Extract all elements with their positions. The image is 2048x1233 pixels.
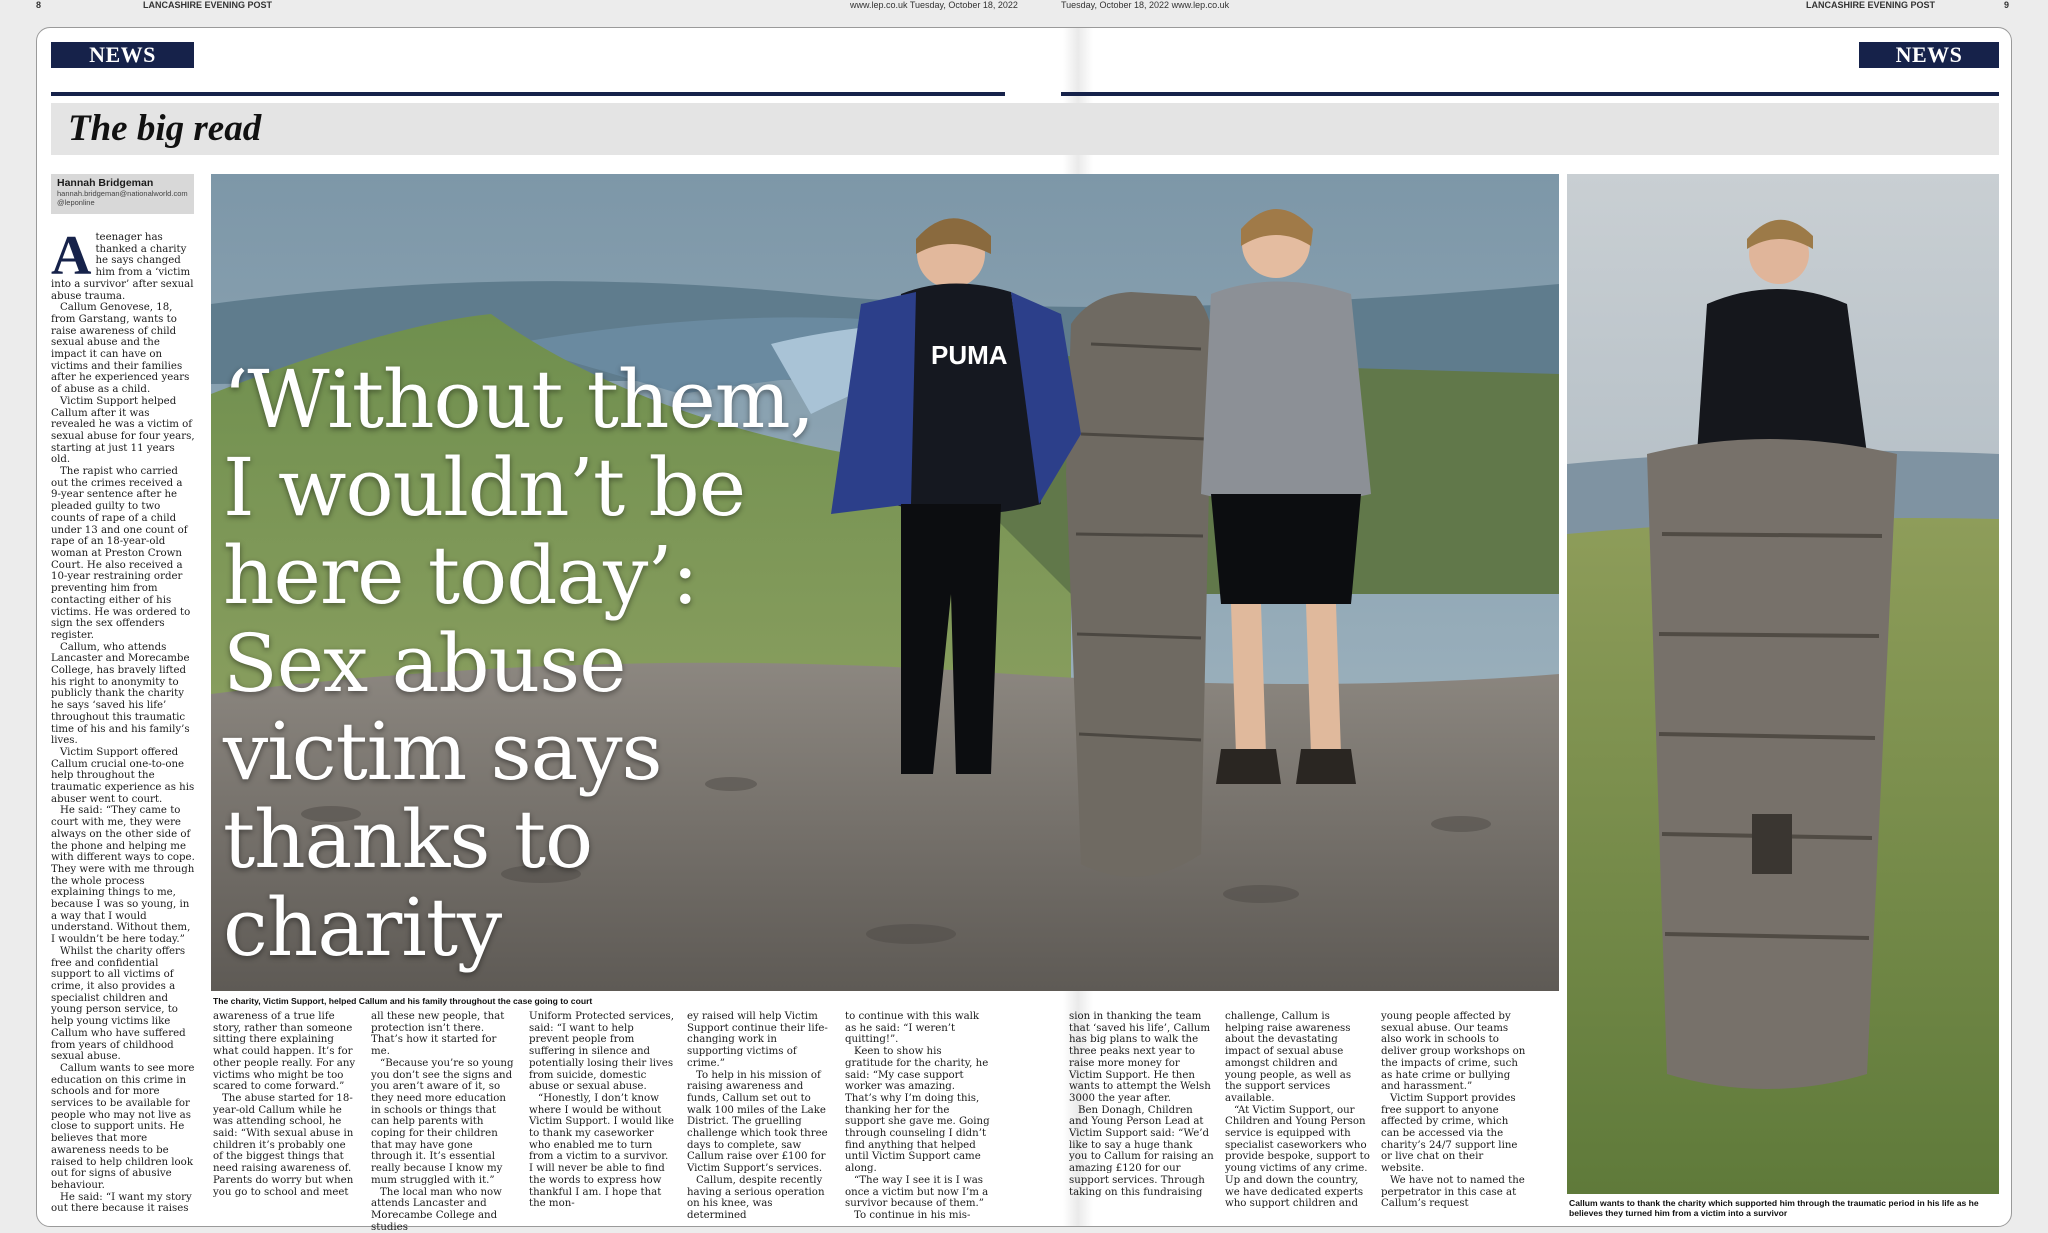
article-column-4 [529,1011,674,1221]
article-column-8 [1225,1011,1370,1221]
page-number-left: 8 [36,0,42,10]
side-caption: Callum wants to thank the charity which supported him through the traumatic period in his life as he believes they turned him from a victim into a survivor [1569,1198,1979,1218]
paragraph: “Honestly, I don’t know where I would be without Victim Support. I would like to thank my caseworker who enabled me to turn from a victim to a survivor. I will never be able to find the words to express how thankful I am. I hope that the mon- [529,1092,674,1210]
byline [51,174,194,214]
date-url-right: Tuesday, October 18, 2022 www.lep.co.uk [1061,0,1230,10]
headline: ‘Without them, I wouldn’t be here today’: Sex abuse victim says thanks to charity [223,353,815,974]
paragraph: sion in thanking the team that ‘saved his life’, Callum has big plans to walk the three peaks next year to raise more money for Victim Support. He then wants to attempt the Welsh 3000 the year after. [1069,1011,1211,1104]
paragraph: “Because you’re so young you don’t see the signs and you aren’t aware of it, so they need more education in schools or things that can help parents with coping for their children that may have gone through it. It’s essential really because I know my mum struggled with it.” [371,1057,514,1186]
news-badge-left: NEWS [51,42,194,68]
article-column-2 [213,1011,358,1221]
paragraph: He said: “I want my story out there because it raises [51,1191,192,1215]
shirt-logo-text: PUMA [931,340,1008,370]
paragraph: Victim Support offered Callum crucial one-to-one help throughout the traumatic experience as his abuser went to court. [51,746,195,805]
paragraph: challenge, Callum is helping raise awareness about the devastating impact of sexual abuse amongst children and young people, as well as the support services available. [1225,1011,1352,1104]
feature-band [51,103,1999,155]
paragraph: Callum wants to see more education on this crime in schools and for more services to be available for people who may not live as close to support units. He believes that more awareness needs to be raised to help children look out for signs of abusive behaviour. [51,1062,195,1191]
paragraph: To continue in his mis- [854,1209,971,1221]
masthead-left: LANCASHIRE EVENING POST [143,0,273,10]
paragraph: ey raised will help Victim Support continue their life-changing work in supporting victims of crime.” [687,1011,828,1069]
article-column-7 [1069,1011,1214,1221]
paragraph: “At Victim Support, our Children and Young Person service is equipped with specialist caseworkers who provide bespoke, support to young victims of any crime. Up and down the country, we have dedicated experts who support children and [1225,1104,1370,1210]
byline-name: Hannah Bridgeman [57,177,154,189]
feature-band-title: The big read [68,108,262,149]
article-column-9 [1381,1011,1526,1221]
paragraph: Victim Support provides free support to anyone affected by crime, which can be accessed via the charity’s 24/7 support line or live chat on their website. [1381,1092,1518,1175]
paragraph: awareness of a true life story, rather than someone sitting there explaining what could happen. It’s for other people really. For any victims who might be too scared to come forward.” [213,1011,356,1093]
paragraph: teenager has thanked a charity he says changed him from a ‘victim into a survivor’ after sexual abuse trauma. [51,232,194,302]
article-column-6 [845,1011,990,1221]
paragraph: The rapist who carried out the crimes received a 9-year sentence after he pleaded guilty to two counts of rape of a child under 13 and one count of rape of an 18-year-old woman at Preston Crown Court. He also received a 10-year restraining order preventing him from contacting either of his victims. He was ordered to sign the sex offenders register. [51,466,191,641]
newspaper-spread [36,27,2012,1233]
byline-handle: @leponline [57,198,95,207]
side-photo-illustration [1567,174,1999,1194]
hero-caption: The charity, Victim Support, helped Callum and his family throughout the case going to court [213,996,593,1006]
paragraph: young people affected by sexual abuse. Our teams also work in schools to deliver group workshops on the impacts of crime, such as hate crime or bullying and harassment.” [1381,1011,1526,1093]
side-photo [1567,174,1999,1194]
paragraph: He said: “They came to court with me, they were always on the other side of the phone and helping me with different ways to cope. They were with me through the whole process explaining things to me, because I was so young, in a way that I would understand. Without them, I wouldn’t be here today.” [51,805,195,946]
section-rule-right [1061,92,1999,96]
section-rule-left [51,92,1005,96]
paragraph: Callum Genovese, 18, from Garstang, wants to raise awareness of child sexual abuse and the impact it can have on victims and their families after he experienced years of abuse as a child. [51,302,190,396]
url-date-left: www.lep.co.uk Tuesday, October 18, 2022 [850,0,1018,10]
article-column-5 [687,1011,832,1221]
paragraph: Callum, despite recently having a serious operation on his knee, was determined [687,1174,825,1221]
paragraph: Uniform Protected services, said: “I want to help prevent people from suffering in silence and potentially losing their lives from suicide, domestic abuse or sexual abuse. [529,1011,674,1093]
drop-cap: A [51,225,92,287]
paragraph: all these new people, that protection isn’t there. That’s how it started for me. [371,1011,505,1058]
paragraph: To help in his mission of raising awareness and funds, Callum set out to walk 100 miles of the Lake District. The gruelling challenge which took three days to complete, saw Callum raise over £100 for Victim Support’s services. [687,1069,828,1175]
paragraph: We have not to named the perpetrator in this case at Callum’s request [1381,1174,1525,1210]
paragraph: Ben Donagh, Children and Young Person Lead at Victim Support said: “We’d like to say a huge thank you to Callum for raising an amazing £120 for our support services. Through taking on this fundraising [1069,1104,1214,1198]
page-number-right: 9 [2004,0,2010,10]
paragraph: The abuse started for 18-year-old Callum while he was attending school, he said: “With sexual abuse in children it’s probably one of the biggest things that need raising awareness of. Parents do worry but when you go to school and meet [213,1092,354,1198]
paragraph: “The way I see it is I was once a victim but now I’m a survivor because of them.” [845,1174,989,1210]
paragraph: Callum, who attends Lancaster and Morecambe College, has bravely lifted his right to anonymity to publicly thank the charity he says ‘saved his life’ throughout this traumatic time of his and his family’s lives. [51,641,190,747]
masthead-right: LANCASHIRE EVENING POST [1806,0,1936,10]
paragraph: The local man who now attends Lancaster and Morecambe College and studies [371,1186,502,1233]
article-column-1 [51,225,195,1222]
article-column-3 [371,1011,516,1233]
paragraph: Victim Support helped Callum after it was revealed he was a victim of sexual abuse for four years, starting at just 11 years old. [51,395,195,466]
paragraph: to continue with this walk as he said: “I weren’t quitting!”. [845,1011,980,1046]
paragraph: Whilst the charity offers free and confidential support to all victims of crime, it also provides a specialist children and young person service, to help young victims like Callum who have suffered from years of childhood sexual abuse. [51,945,186,1063]
byline-email: hannah.bridgeman@nationalworld.com [57,189,188,198]
paragraph: Keen to show his gratitude for the charity, he said: “My case support worker was amazing. That’s why I’m doing this, thanking her for the support she gave me. Going through counseling I didn’t find anything that helped until Victim Support came along. [845,1046,990,1175]
news-badge-right: NEWS [1859,42,1999,68]
